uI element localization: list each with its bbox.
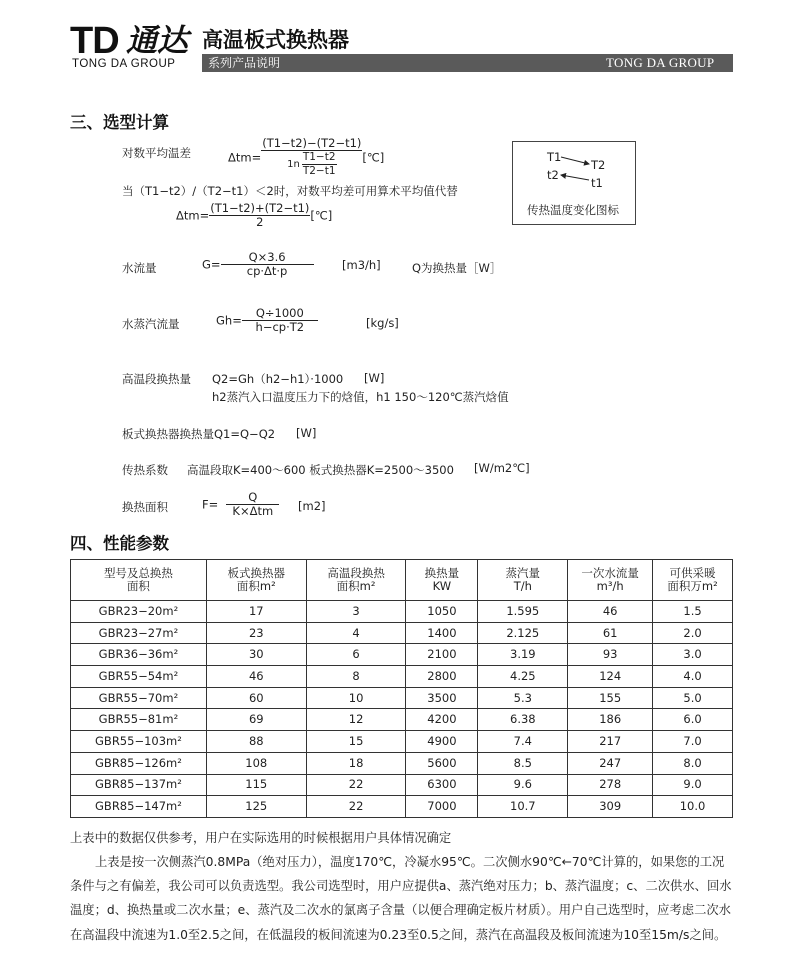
section-heading-performance: 四、性能参数 [70,534,169,553]
diagram-caption: 传热温度变化图标 [527,203,619,217]
col-header-hs-area: 高温段换热 面积m² [306,560,406,601]
steam-numerator: Q÷1000 [242,307,318,321]
table-header-row [71,560,733,601]
plate-unit: [W] [296,426,317,440]
lmtd-lhs: Δtm= [228,150,262,165]
table-cell: 6300 [406,774,478,796]
water-denominator: cp·Δt·p [246,264,288,278]
page-title: 高温板式换热器 [202,27,349,52]
table-cell: 3.0 [653,644,733,666]
area-label: 换热面积 [122,500,168,514]
table-row [71,644,733,666]
water-fraction [221,251,314,278]
table-cell: 3.19 [478,644,568,666]
table-cell: 9.0 [653,774,733,796]
table-cell: 4 [306,622,406,644]
area-fraction [226,491,279,518]
table-cell: GBR85−126m² [71,752,207,774]
area-lhs: F= [202,497,219,512]
area-unit: [m2] [298,499,326,513]
lmtd-inner-num: T1−t2 [302,151,336,163]
col-header-model: 型号及总换热 面积 [71,560,207,601]
table-cell: GBR85−147m² [71,796,207,818]
table-cell: 22 [306,774,406,796]
steam-unit: [kg/s] [366,316,399,330]
lmtd-label: 对数平均温差 [122,146,191,160]
table-cell: 5.0 [653,687,733,709]
table-row [71,752,733,774]
logo-english: TONG DA GROUP [72,58,176,70]
table-cell: 8.5 [478,752,568,774]
table-cell: 60 [206,687,306,709]
lmtd-inner-fraction [302,151,337,178]
table-note: 上表中的数据仅供参考，用户在实际选用的时候根据用户具体情况确定 [70,831,452,845]
table-cell: 3 [306,601,406,623]
table-cell: 8 [306,666,406,688]
lmtd-inner-den: T2−t1 [302,165,336,177]
table-cell: 2100 [406,644,478,666]
table-row [71,774,733,796]
table-cell: 8.0 [653,752,733,774]
amtd-numerator: (T1−t2)+(T2−t1) [210,201,310,215]
amtd-lhs: Δtm= [176,208,210,223]
table-row [71,731,733,753]
table-cell: 10 [306,687,406,709]
table-cell: 1400 [406,622,478,644]
table-cell: 93 [568,644,653,666]
table-row [71,666,733,688]
water-flow-label: 水流量 [122,261,157,275]
table-cell: 217 [568,731,653,753]
table-cell: 186 [568,709,653,731]
table-cell: 124 [568,666,653,688]
lmtd-fraction [261,137,362,178]
table-cell: 155 [568,687,653,709]
table-cell: 5600 [406,752,478,774]
table-cell: 6.38 [478,709,568,731]
coef-label: 传热系数 [122,463,168,477]
water-lhs: G= [202,257,221,272]
steam-flow-formula [216,307,318,334]
description-paragraph: 上表是按一次侧蒸汽0.8MPa（绝对压力），温度170℃，冷凝水95℃。二次侧水90℃←70℃计算的，如果您的工况条件与之有偏差，我公司可以负责选型。我公司选型时，用户应提供a、蒸汽绝对压力；b、蒸汽温度；c、二次供水、回水温度；d、换热量或二次水量；e、蒸汽及二次水的氯离子含量（以便合理确定板片材质）。用户自己选型时，应考虑二次水在高温段中流速为1.0至2.5之间，在低温段的板间流速为0.23至0.5之间，蒸汽在高温段及板间流速为10至15m/s之间。 [70,855,732,942]
table-cell: GBR23−27m² [71,622,207,644]
col-header-heat: 换热量 KW [406,560,478,601]
table-cell: 9.6 [478,774,568,796]
table-cell: 46 [568,601,653,623]
table-cell: 46 [206,666,306,688]
steam-lhs: Gh= [216,313,242,328]
lmtd-formula [228,137,384,178]
lmtd-numerator: (T1−t2)−(T2−t1) [262,136,362,150]
table-cell: 7000 [406,796,478,818]
table-cell: 1.595 [478,601,568,623]
header-bar-brand: TONG DA GROUP [606,55,715,70]
performance-table [70,559,733,818]
lmtd-condition: 当（T1−t2）/（T2−t1）＜2时，对数平均差可用算术平均值代替 [122,184,458,198]
coef-text: 高温段取K=400～600 板式换热器K=2500～3500 [187,463,454,477]
table-cell: 4200 [406,709,478,731]
water-unit: [m3/h] [342,258,381,272]
table-row [71,622,733,644]
hs-label: 高温段换热量 [122,372,191,386]
diagram-t1: t1 [591,176,603,190]
area-denominator: K×Δtm [232,504,274,518]
table-cell: GBR36−36m² [71,644,207,666]
table-cell: 4900 [406,731,478,753]
table-cell: GBR55−103m² [71,731,207,753]
table-cell: 4.0 [653,666,733,688]
logo-mark: TD [70,20,119,62]
col-header-water-flow: 一次水流量 m³/h [568,560,653,601]
table-cell: 3500 [406,687,478,709]
water-flow-formula [202,251,314,278]
area-formula [202,491,279,518]
lmtd-denominator [287,151,336,178]
table-cell: GBR85−137m² [71,774,207,796]
plate-line: 板式换热器换热量Q1=Q−Q2 [122,427,276,441]
table-cell: 125 [206,796,306,818]
table-cell: 2.0 [653,622,733,644]
table-cell: 247 [568,752,653,774]
diagram-T1: T1 [547,150,562,164]
table-cell: 278 [568,774,653,796]
hs-unit: [W] [364,371,385,385]
table-cell: 108 [206,752,306,774]
table-cell: GBR55−81m² [71,709,207,731]
table-row [71,796,733,818]
table-cell: 15 [306,731,406,753]
table-cell: 1050 [406,601,478,623]
table-cell: 309 [568,796,653,818]
diagram-T2: T2 [591,158,606,172]
header-bar-subtitle: 系列产品说明 [208,56,281,70]
table-cell: 10.7 [478,796,568,818]
temperature-diagram [512,141,636,225]
logo-chinese: 通达 [126,23,188,59]
table-cell: 10.0 [653,796,733,818]
coef-unit: [W/m2℃] [474,461,530,475]
table-cell: 1.5 [653,601,733,623]
steam-fraction [242,307,318,334]
hs-formula: Q2=Gh（h2−h1）·1000 [212,372,344,386]
table-cell: GBR55−54m² [71,666,207,688]
table-cell: 17 [206,601,306,623]
table-cell: 7.0 [653,731,733,753]
col-header-heating-area: 可供采暖 面积万m² [653,560,733,601]
table-cell: GBR23−20m² [71,601,207,623]
table-cell: 30 [206,644,306,666]
table-cell: 2.125 [478,622,568,644]
amtd-unit: [℃] [310,208,333,223]
water-numerator: Q×3.6 [221,251,314,265]
table-row [71,709,733,731]
amtd-fraction [209,202,310,229]
lmtd-ln: 1n [287,159,300,170]
col-header-plate-area: 板式换热器 面积m² [206,560,306,601]
water-note: Q为换热量［W］ [412,261,502,275]
table-cell: 6.0 [653,709,733,731]
table-cell: 6 [306,644,406,666]
table-row [71,687,733,709]
table-cell: 22 [306,796,406,818]
table-cell: 2800 [406,666,478,688]
amtd-formula [176,202,332,229]
table-cell: 88 [206,731,306,753]
steam-flow-label: 水蒸汽流量 [122,317,180,331]
table-row [71,601,733,623]
diagram-t2: t2 [547,168,559,182]
lmtd-unit: [℃] [362,150,385,165]
table-cell: 69 [206,709,306,731]
table-cell: 5.3 [478,687,568,709]
amtd-denominator: 2 [256,215,264,229]
table-cell: 61 [568,622,653,644]
steam-denominator: h−cp·T2 [255,320,305,334]
table-cell: 7.4 [478,731,568,753]
table-cell: 23 [206,622,306,644]
section-heading-selection: 三、选型计算 [70,113,169,132]
table-cell: 12 [306,709,406,731]
table-cell: 18 [306,752,406,774]
table-cell: 115 [206,774,306,796]
table-cell: GBR55−70m² [71,687,207,709]
hs-note: h2蒸汽入口温度压力下的焓值，h1 150～120℃蒸汽焓值 [212,390,509,404]
col-header-steam: 蒸汽量 T/h [478,560,568,601]
area-numerator: Q [226,491,279,505]
table-cell: 4.25 [478,666,568,688]
